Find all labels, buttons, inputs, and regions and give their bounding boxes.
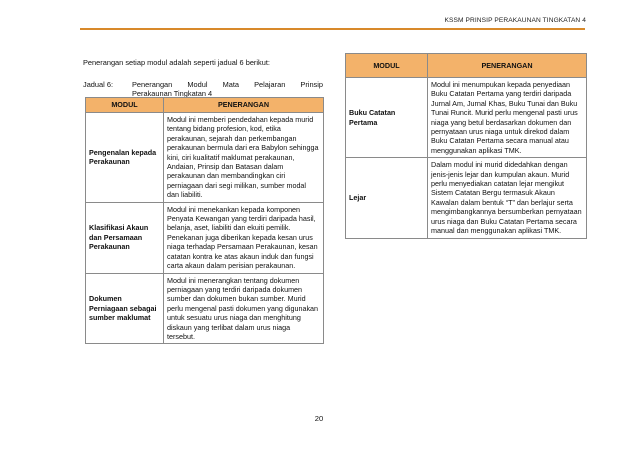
header-penerangan: PENERANGAN	[164, 98, 324, 113]
running-header: KSSM PRINSIP PERAKAUNAN TINGKATAN 4	[444, 17, 586, 24]
table-row	[346, 78, 587, 158]
caption-word: Pelajaran	[254, 80, 286, 89]
module-description: Modul ini memberi pendedahan kepada murid tentang bidang profesion, kod, etika perakaunan, sejarah dan perkembangan perakaunan bermula dari era Babylon sehingga kini, ciri kualitatif maklumat perakaunan, Andaian, Prinsip dan Batasan dalam perakaunan dan membandingkan ciri perniagaan dari segi milikan, sumber modal dan liabiliti.	[164, 113, 324, 203]
caption-line-2: Perakaunan Tingkatan 4	[132, 89, 213, 98]
module-name: Pengenalan kepada Perakaunan	[86, 113, 164, 203]
header-modul: MODUL	[346, 54, 428, 78]
module-description: Modul ini menerangkan tentang dokumen perniagaan yang terdiri daripada dokumen sumber dan dokumen bukan sumber. Murid perlu mengenal pasti dokumen yang digunakan untuk sesuatu urus niaga dan menghitung diskaun yang terlibat dalam urus niaga tersebut.	[164, 273, 324, 344]
module-table-right	[345, 53, 587, 239]
caption-word: Modul	[187, 80, 208, 89]
caption-word: Penerangan	[132, 80, 173, 89]
table-header-row	[346, 54, 587, 78]
module-table-left	[85, 97, 324, 344]
table-row	[86, 273, 324, 344]
header-modul: MODUL	[86, 98, 164, 113]
header-rule	[80, 28, 585, 30]
header-penerangan: PENERANGAN	[428, 54, 587, 78]
module-name: Dokumen Perniagaan sebagai sumber maklumat	[86, 273, 164, 344]
module-description: Dalam modul ini murid didedahkan dengan jenis-jenis lejar dan kumpulan akaun. Murid perlu menyediakan catatan lejar mengikut Sistem Catatan Bergu termasuk Akaun Kawalan dalam bentuk “T” dan berlajur serta mengimbangkannya bersumberkan pernyataan urus niaga dan Buku Catatan Pertama secara manual dan menggunakan aplikasi TMK.	[428, 158, 587, 238]
module-name: Lejar	[346, 158, 428, 238]
table-header-row	[86, 98, 324, 113]
caption-word: Prinsip	[300, 80, 323, 89]
module-description: Modul ini menekankan kepada komponen Penyata Kewangan yang terdiri daripada hasil, belanja, aset, liabiliti dan ekuiti pemilik. Penekanan juga diberikan kepada kesan urus niaga terhadap Persamaan Perakaunan, kesan catatan kontra ke atas akaun induk dan fungsi carta akaun dalam perisian perakaunan.	[164, 202, 324, 273]
module-name: Klasifikasi Akaun dan Persamaan Perakaunan	[86, 202, 164, 273]
table-row	[86, 113, 324, 203]
caption-word: Mata	[222, 80, 240, 89]
caption-label: Jadual 6:	[83, 80, 113, 89]
page-number: 20	[314, 414, 324, 423]
intro-paragraph: Penerangan setiap modul adalah seperti jadual 6 berikut:	[83, 58, 270, 67]
module-description: Modul ini menumpukan kepada penyediaan Buku Catatan Pertama yang terdiri daripada Jurnal Am, Jurnal Khas, Buku Tunai dan Buku Tunai Runcit. Murid perlu mengenal pasti urus niaga yang betul berdasarkan dokumen dan pernyataan urus niaga untuk direkod dalam Buku Catatan Pertama secara manual atau menggunakan aplikasi TMK.	[428, 78, 587, 158]
table-row	[346, 158, 587, 238]
module-name: Buku Catatan Pertama	[346, 78, 428, 158]
table-row	[86, 202, 324, 273]
table-caption	[83, 80, 323, 98]
